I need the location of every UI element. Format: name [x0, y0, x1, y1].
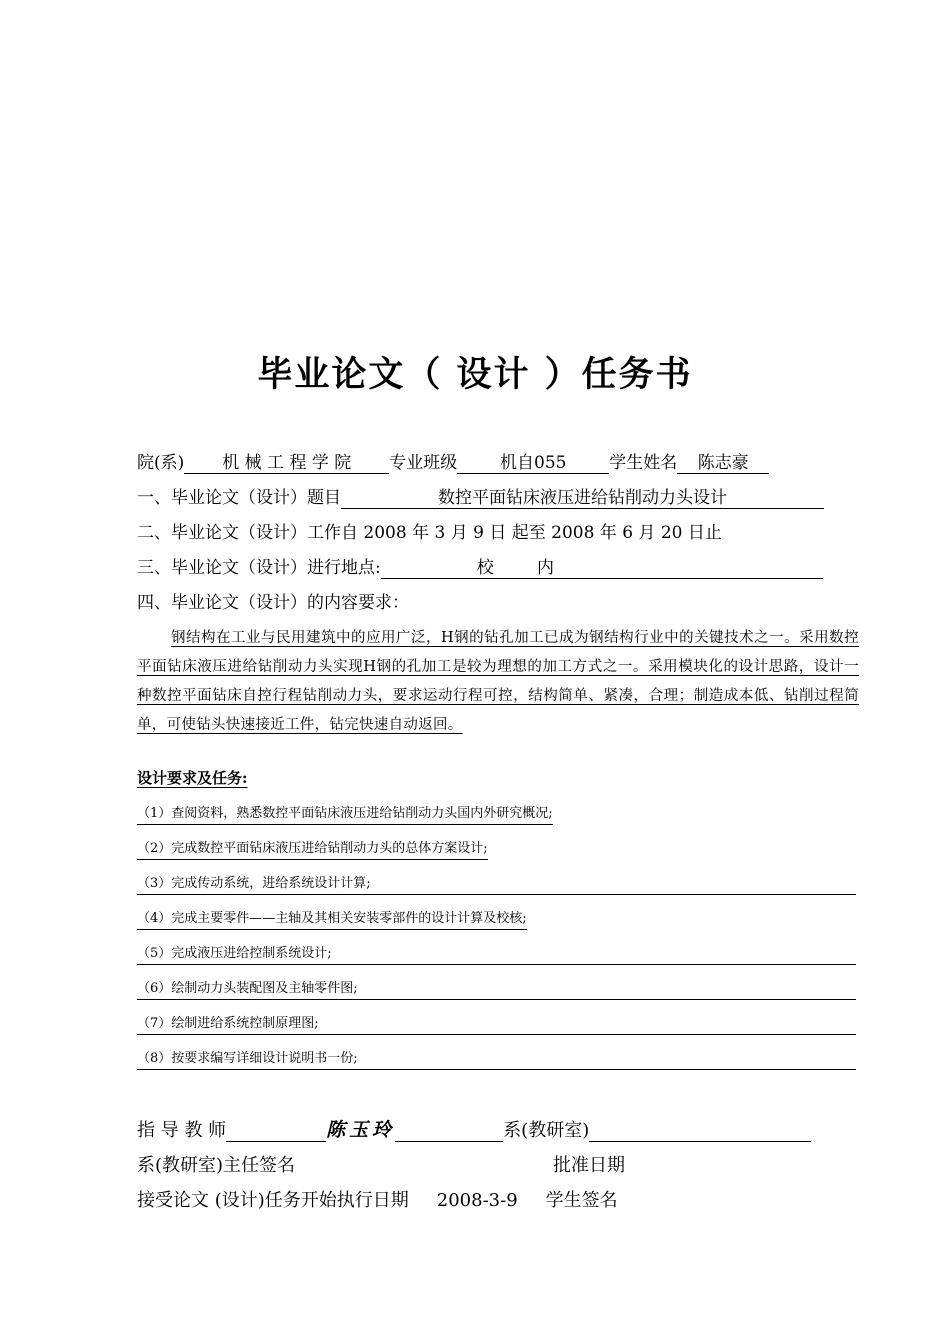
task-item	[137, 945, 856, 965]
task-text: （4）完成主要零件——主轴及其相关安装零部件的设计计算及校核;	[137, 910, 527, 930]
advisor-signature: 陈玉玲	[326, 1119, 396, 1141]
task-text: （3）完成传动系统，进给系统设计计算;	[137, 875, 856, 895]
content-label: 四、毕业论文（设计）的内容要求：	[137, 593, 409, 613]
task-text: （2）完成数控平面钻床液压进给钻削动力头的总体方案设计;	[137, 840, 488, 860]
task-item	[137, 1015, 856, 1035]
dept-label: 院(系)	[137, 453, 185, 473]
task-item	[137, 805, 553, 825]
class-value: 机自055	[457, 453, 609, 474]
dept-office-label: 系(教研室)	[503, 1120, 590, 1141]
advisor-label: 指 导 教 师	[137, 1120, 227, 1141]
advisor-blank-2	[395, 1121, 503, 1142]
accept-line	[137, 1189, 618, 1213]
task-item	[137, 1050, 856, 1070]
dept-value: 机 械 工 程 学 院	[184, 453, 389, 474]
task-text: （8）按要求编写详细设计说明书一份;	[137, 1050, 856, 1070]
student-label: 学生姓名	[609, 453, 678, 473]
task-text: （7）绘制进给系统控制原理图;	[137, 1015, 856, 1035]
task-item	[137, 980, 856, 1000]
place-value	[381, 558, 823, 579]
advisor-line	[137, 1118, 811, 1143]
place-value-text: 校 内	[476, 558, 554, 578]
task-item	[137, 910, 527, 930]
content-paragraph: 钢结构在工业与民用建筑中的应用广泛，H钢的钻孔加工已成为钢结构行业中的关键技术之一。采用数控平面钻床液压进给钻削动力头实现H钢的孔加工是较为理想的加工方式之一。采用模块化的设计思路，设计一种数控平面钻床自控行程钻削动力头，要求运动行程可控，结构简单、紧凑，合理；制造成本低、钻削过程简单，可使钻头快速接近工件，钻完快速自动返回。	[137, 630, 859, 733]
tasks-heading: 设计要求及任务:	[137, 769, 248, 787]
topic-line	[137, 487, 824, 509]
task-text: （1）查阅资料，熟悉数控平面钻床液压进给钻削动力头国内外研究概况;	[137, 805, 553, 825]
accept-date: 2008-3-9	[436, 1190, 518, 1211]
document-title: 毕业论文（ 设计 ）任务书	[257, 354, 693, 395]
topic-value: 数控平面钻床液压进给钻削动力头设计	[341, 488, 824, 509]
place-line	[137, 557, 823, 579]
student-sign-label: 学生签名	[545, 1190, 618, 1211]
task-item	[137, 840, 488, 860]
advisor-blank	[226, 1121, 326, 1142]
period-line: 二、毕业论文（设计）工作自 2008 年 3 月 9 日 起至 2008 年 6 月 20 日止	[137, 523, 722, 543]
header-line	[137, 452, 769, 474]
director-line	[137, 1154, 625, 1178]
dept-office-blank	[589, 1121, 811, 1142]
accept-label: 接受论文 (设计)任务开始执行日期	[137, 1190, 409, 1211]
class-label: 专业班级	[389, 453, 458, 473]
task-item	[137, 875, 856, 895]
student-value: 陈志豪	[677, 453, 769, 474]
place-label: 三、毕业论文（设计）进行地点:	[137, 558, 381, 578]
approve-label: 批准日期	[553, 1155, 626, 1176]
director-label: 系(教研室)主任签名	[137, 1155, 296, 1176]
topic-label: 一、毕业论文（设计）题目	[137, 488, 341, 508]
task-text: （5）完成液压进给控制系统设计;	[137, 945, 856, 965]
task-text: （6）绘制动力头装配图及主轴零件图;	[137, 980, 856, 1000]
